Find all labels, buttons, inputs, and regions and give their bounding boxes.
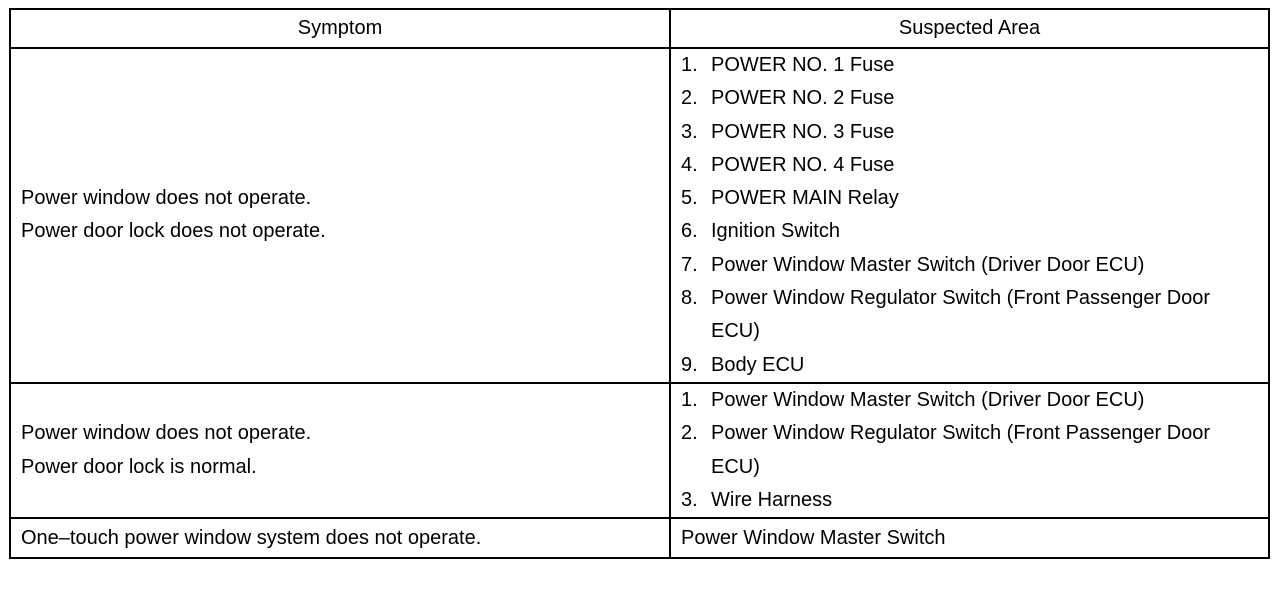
item-text: POWER NO. 1 Fuse xyxy=(711,54,895,76)
item-text: POWER NO. 4 Fuse xyxy=(711,153,895,176)
list-item xyxy=(681,484,1258,517)
symptom-cell xyxy=(10,48,670,383)
item-number: 3. xyxy=(681,120,698,143)
symptom-line: Power window does not operate. xyxy=(21,187,312,210)
symptom-cell xyxy=(10,383,670,518)
item-number: 9. xyxy=(681,353,698,376)
item-number: 2. xyxy=(681,87,698,110)
list-item xyxy=(681,249,1258,282)
item-number: 1. xyxy=(681,388,698,411)
symptom-line: Power door lock does not operate. xyxy=(21,220,326,243)
list-item xyxy=(681,116,1258,149)
item-number: 8. xyxy=(681,287,698,310)
suspected-area-list xyxy=(681,384,1258,517)
item-number: 3. xyxy=(681,488,698,511)
symptom-line: Power door lock is normal. xyxy=(21,455,257,478)
list-item xyxy=(681,149,1258,182)
suspected-area-cell xyxy=(670,48,1269,383)
list-item xyxy=(681,384,1258,417)
symptom-line: One–touch power window system does not operate. xyxy=(21,527,482,550)
item-number: 1. xyxy=(681,54,698,76)
table-row xyxy=(10,383,1269,518)
header-symptom: Symptom xyxy=(10,9,670,48)
table-row xyxy=(10,518,1269,558)
item-number: 4. xyxy=(681,153,698,176)
item-text: Body ECU xyxy=(711,353,805,376)
list-item xyxy=(681,215,1258,248)
list-item xyxy=(681,182,1258,215)
list-item xyxy=(681,49,1258,82)
suspected-area-cell xyxy=(670,383,1269,518)
item-text: Power Window Master Switch (Driver Door ECU) xyxy=(711,388,1145,411)
item-text: Power Window Regulator Switch (Front Passenger Door ECU) xyxy=(711,422,1211,478)
list-item xyxy=(681,417,1258,484)
item-text: Ignition Switch xyxy=(711,220,840,243)
symptom-line: Power window does not operate. xyxy=(21,422,312,445)
troubleshooting-page xyxy=(9,8,1268,559)
suspected-area-list xyxy=(681,49,1258,382)
item-number: 6. xyxy=(681,220,698,243)
item-text: POWER NO. 3 Fuse xyxy=(711,120,895,143)
item-text: Wire Harness xyxy=(711,488,833,511)
item-text: Power Window Regulator Switch (Front Passenger Door ECU) xyxy=(711,287,1211,343)
problem-symptoms-table xyxy=(9,8,1270,559)
table-header-row xyxy=(10,9,1269,48)
item-text: POWER NO. 2 Fuse xyxy=(711,87,895,110)
suspected-area-cell: Power Window Master Switch xyxy=(670,518,1269,558)
header-suspected-area: Suspected Area xyxy=(670,9,1269,48)
list-item xyxy=(681,82,1258,115)
symptom-cell xyxy=(10,518,670,558)
item-number: 5. xyxy=(681,187,698,210)
item-text: POWER MAIN Relay xyxy=(711,187,899,210)
list-item xyxy=(681,282,1258,349)
item-text: Power Window Master Switch (Driver Door ECU) xyxy=(711,253,1145,276)
item-number: 7. xyxy=(681,253,698,276)
list-item xyxy=(681,349,1258,382)
table-row xyxy=(10,48,1269,383)
item-number: 2. xyxy=(681,422,698,445)
